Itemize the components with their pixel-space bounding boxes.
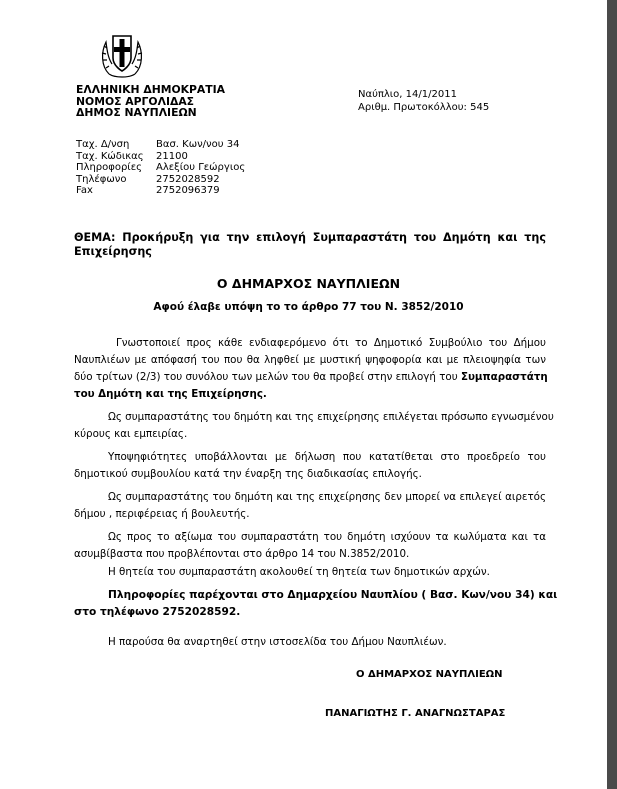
header-prefecture: ΝΟΜΟΣ ΑΡΓΟΛΙΔΑΣ (76, 94, 195, 108)
signature-role: Ο ΔΗΜΑΡΧΟΣ ΝΑΥΠΛΙΕΩΝ (356, 669, 503, 680)
subject-line: ΘΕΜΑ: Προκήρυξη για την επιλογή Συμπαραστάτη του Δημότη και της (74, 231, 546, 244)
body-line: Ως προς το αξίωμα του συμπαραστάτη του δημότη ισχύουν τα κωλύματα και τα (108, 531, 546, 543)
body-line: του Δημότη και της Επιχείρησης. (74, 388, 267, 400)
body-line: δήμου , περιφέρειας ή βουλευτής. (74, 508, 250, 520)
contact-row: Ταχ. Δ/νση Βασ. Κων/νου 34 (76, 139, 240, 150)
contact-block (76, 139, 245, 197)
publication-note: Η παρούσα θα αναρτηθεί στην ιστοσελίδα του Δήμου Ναυπλιέων. (108, 636, 447, 648)
body-line: δημοτικού συμβουλίου κατά την έναρξη της διαδικασίας επιλογής. (74, 468, 422, 480)
contact-row: Fax 2752096379 (76, 185, 220, 197)
header-country: ΕΛΛΗΝΙΚΗ ΔΗΜΟΚΡΑΤΙΑ (76, 83, 226, 96)
signature-name: ΠΑΝΑΓΙΩΤΗΣ Γ. ΑΝΑΓΝΩΣΤΑΡΑΣ (325, 708, 506, 719)
body-line: Ως συμπαραστάτης του δημότη και της επιχείρησης δεν μπορεί να επιλεγεί αιρετός (108, 491, 546, 503)
subject (74, 231, 546, 258)
body-line: ασυμβίβαστα που προβλέπονται στο άρθρο 14 του Ν.3852/2010. (74, 548, 410, 560)
subject-line: Επιχείρησης (74, 244, 152, 258)
body-line: Η θητεία του συμπαραστάτη ακολουθεί τη θητεία των δημοτικών αρχών. (108, 566, 490, 578)
info-line: Πληροφορίες παρέχονται στο Δημαρχείου Ναυπλίου ( Βασ. Κων/νου 34) και (108, 589, 558, 601)
contact-row: Τηλέφωνο 2752028592 (76, 173, 220, 185)
page-shadow (607, 0, 617, 789)
contact-row: Πληροφορίες Αλεξίου Γεώργιος (76, 162, 246, 174)
body-line: κύρους και εμπειρίας. (74, 428, 188, 440)
doc-title: Ο ΔΗΜΑΡΧΟΣ ΝΑΥΠΛΙΕΩΝ (216, 276, 401, 291)
body-line: Γνωστοποιεί προς κάθε ενδιαφερόμενο ότι το Δημοτικό Συμβούλιο του Δήμου (116, 337, 546, 349)
place-date: Ναύπλιο, 14/1/2011 (358, 89, 457, 100)
body-line: Ναυπλιέων με απόφασή του που θα ληφθεί με μυστική ψηφοφορία και με πλειοψηφία των (74, 354, 546, 366)
doc-subtitle: Αφού έλαβε υπόψη το το άρθρο 77 του Ν. 3852/2010 (153, 301, 464, 313)
body-line: Υποψηφιότητες υποβάλλονται με δήλωση που κατατίθεται στο προεδρείο του (108, 451, 546, 463)
contact-row: Ταχ. Κώδικας 21100 (76, 150, 188, 162)
header-municipality: ΔΗΜΟΣ ΝΑΥΠΛΙΕΩΝ (76, 106, 197, 119)
info-line: στο τηλέφωνο 2752028592. (74, 606, 241, 618)
body-line: Ως συμπαραστάτης του δημότη και της επιχείρησης επιλέγεται πρόσωπο εγνωσμένου (108, 411, 554, 423)
protocol-number: Αριθμ. Πρωτοκόλλου: 545 (358, 102, 490, 113)
coat-of-arms-emblem (99, 30, 145, 80)
body-line: δύο τρίτων (2/3) του συνόλου των μελών του θα προβεί στην επιλογή του Συμπαραστάτη (74, 371, 548, 383)
